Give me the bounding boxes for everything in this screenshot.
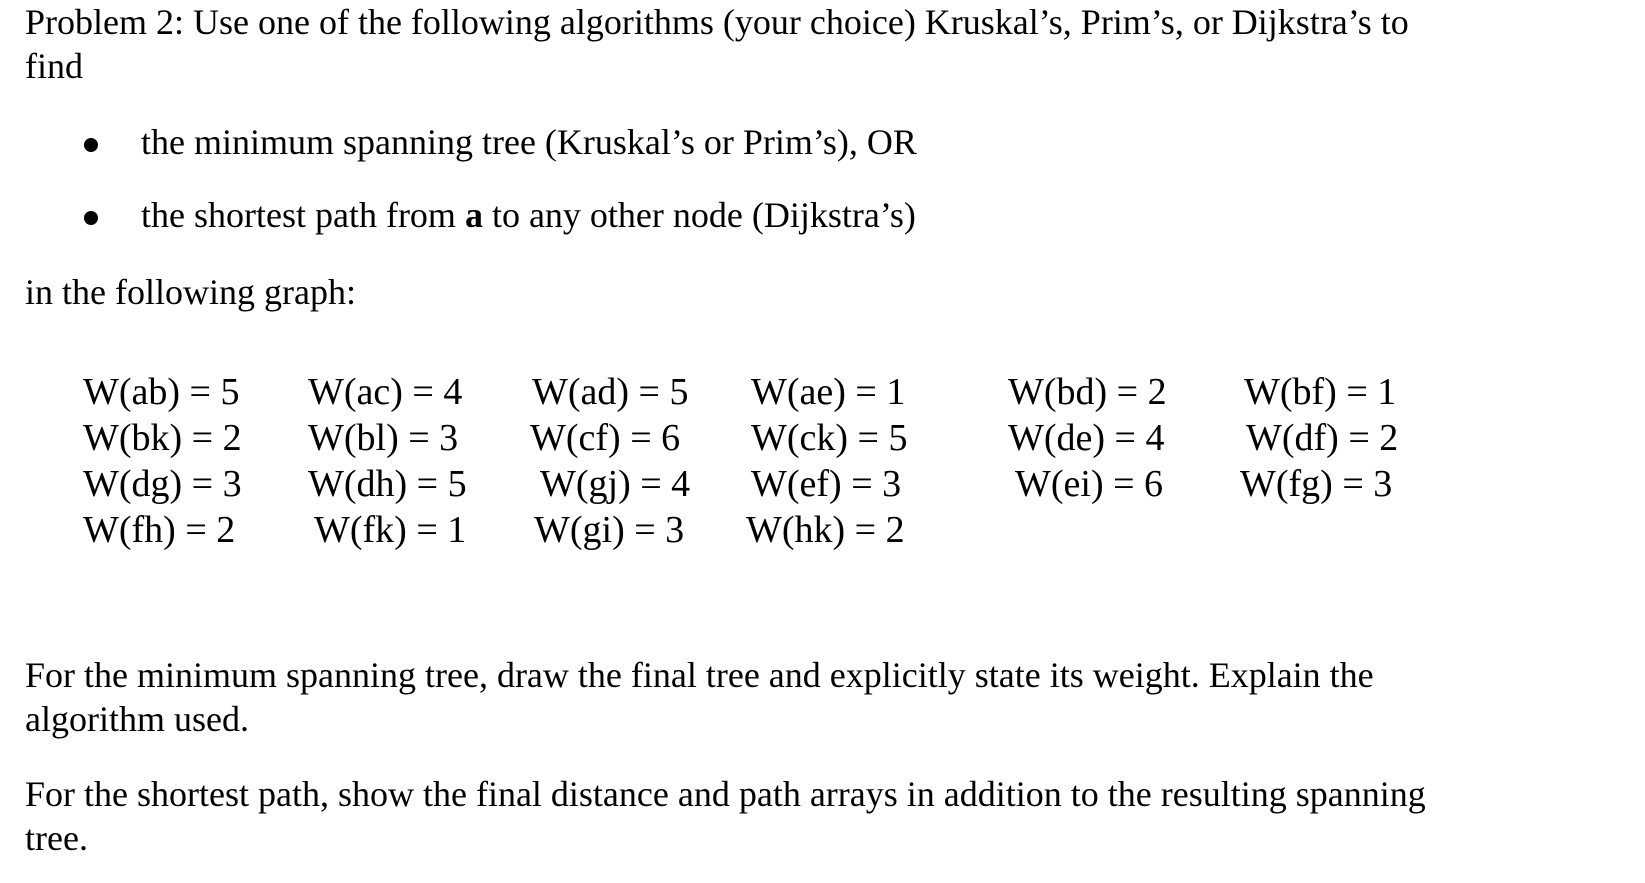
bullet-item-shortest-path [141,193,916,237]
edge-weight: W(bd) = 2 [1008,371,1167,413]
edge-weight: W(ck) = 5 [751,417,908,459]
bullet-text-bold-node: a [464,195,483,235]
edge-weight: W(ab) = 5 [83,371,240,413]
bullet-icon [84,211,98,225]
mst-instruction-line-1: For the minimum spanning tree, draw the final tree and explicitly state its weight. Explain the [25,655,1374,695]
edge-weight: W(gj) = 4 [540,463,691,505]
edge-weight: W(ei) = 6 [1015,463,1164,505]
edge-weight: W(ae) = 1 [751,371,906,413]
bullet-icon [84,138,98,152]
edge-weight: W(dh) = 5 [308,463,467,505]
edge-weight: W(dg) = 3 [83,463,242,505]
problem-intro-line-1: Problem 2: Use one of the following algorithms (your choice) Kruskal’s, Prim’s, or Dijkstra’s to [25,2,1409,42]
edge-weight: W(gi) = 3 [534,509,685,551]
bullet-text-suffix: to any other node (Dijkstra’s) [482,195,916,235]
graph-lead-text: in the following graph: [25,272,356,312]
bullet-item-mst: the minimum spanning tree (Kruskal’s or Prim’s), OR [141,122,917,162]
edge-weight: W(ad) = 5 [532,371,689,413]
edge-weight: W(cf) = 6 [530,417,681,459]
shortest-path-instruction-line-2: tree. [25,818,88,858]
shortest-path-instruction-line-1: For the shortest path, show the final distance and path arrays in addition to the resulting spanning [25,774,1426,814]
edge-weight: W(bf) = 1 [1244,371,1397,413]
edge-weight: W(hk) = 2 [746,509,905,551]
mst-instruction-line-2: algorithm used. [25,699,249,739]
problem-intro-line-2: find [25,46,83,86]
edge-weight: W(df) = 2 [1246,417,1399,459]
edge-weight: W(bk) = 2 [83,417,242,459]
edge-weight: W(fk) = 1 [314,509,467,551]
edge-weight: W(bl) = 3 [308,417,459,459]
edge-weight: W(ef) = 3 [751,463,902,505]
bullet-text-prefix: the shortest path from [141,195,465,235]
edge-weight: W(fg) = 3 [1240,463,1393,505]
edge-weight: W(de) = 4 [1008,417,1165,459]
edge-weight: W(fh) = 2 [83,509,236,551]
edge-weight: W(ac) = 4 [308,371,463,413]
